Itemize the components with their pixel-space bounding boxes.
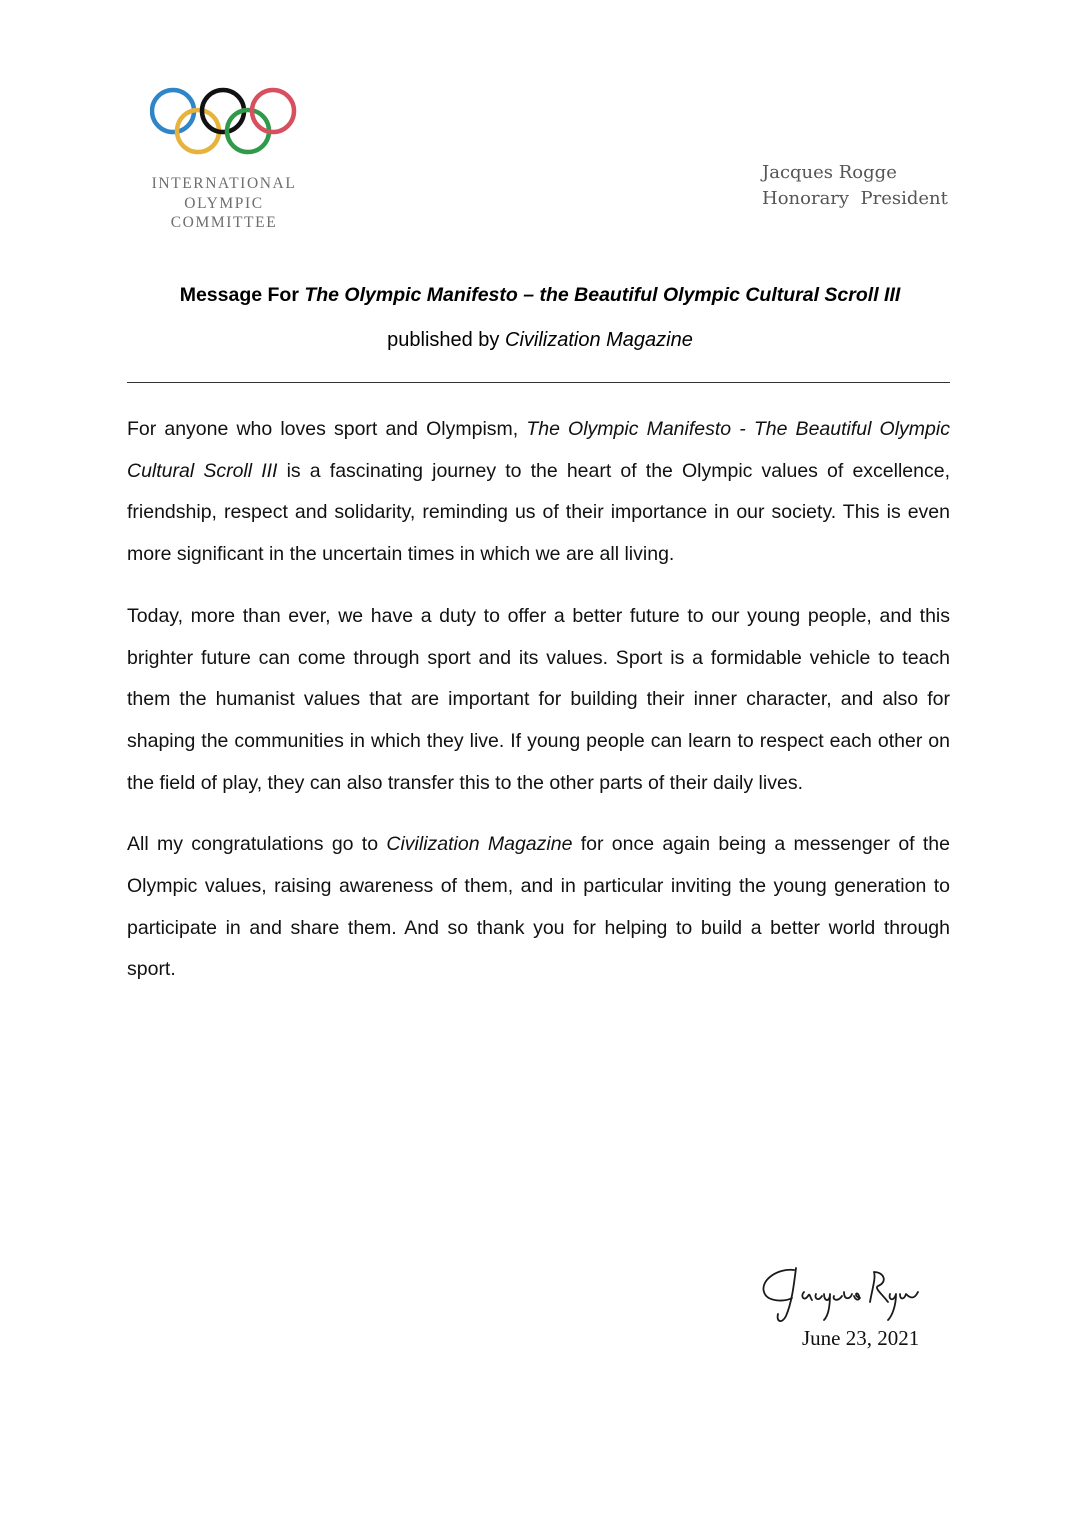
ioc-logo <box>138 86 318 236</box>
wordmark-line: COMMITTEE <box>170 214 278 231</box>
handwritten-signature <box>758 1262 938 1326</box>
document-subtitle <box>0 329 1080 352</box>
subtitle-prefix: published by <box>387 329 505 351</box>
sender-role: Honorary President <box>762 188 948 209</box>
title-work: The Olympic Manifesto – the Beautiful Olympic Cultural Scroll III <box>304 284 901 306</box>
paragraph-1-lead: For anyone who loves sport and Olympism, <box>127 418 527 440</box>
olympic-rings-icon <box>150 86 302 158</box>
paragraph-1-title: The Olympic Manifesto - The Beautiful Olympic Cultural Scroll III <box>127 418 950 482</box>
paragraph-3-magazine: Civilization Magazine <box>386 833 573 856</box>
paragraph-3-rest: for once again being a messenger of the Olympic values, raising awareness of them, and in particular inviting the young generation to participate in and share them. And so thank you for helping to build a better world through sport. <box>127 833 950 981</box>
header-divider <box>127 382 950 383</box>
sender-block <box>762 160 948 212</box>
sender-name: Jacques Rogge <box>762 162 897 183</box>
title-prefix: Message For <box>179 284 305 306</box>
document-title <box>0 284 1080 307</box>
paragraph-1 <box>127 409 950 576</box>
wordmark-line: OLYMPIC <box>184 194 264 212</box>
paragraph-2: Today, more than ever, we have a duty to offer a better future to our young people, and this brighter future can come through sport and its values. Sport is a formidable vehicle to teach them the humanist values that are important for building their inner character, and also for shaping the communities in which they live. If young people can learn to respect each other on the field of play, they can also transfer this to the other parts of their daily lives. <box>127 604 950 794</box>
paragraph-3-lead: All my congratulations go to <box>127 833 387 856</box>
paragraph-1-rest: is a fascinating journey to the heart of the Olympic values of excellence, friendship, respect and solidarity, reminding us of their importance in our society. This is even more significant in the uncertain times in which we are all living. <box>127 459 950 566</box>
signature-date: June 23, 2021 <box>802 1326 920 1350</box>
wordmark-line: INTERNATIONAL <box>151 175 297 192</box>
subtitle-publisher: Civilization Magazine <box>505 329 693 351</box>
letter-body <box>127 409 950 1011</box>
paragraph-3 <box>127 824 950 991</box>
ioc-wordmark <box>138 174 310 233</box>
